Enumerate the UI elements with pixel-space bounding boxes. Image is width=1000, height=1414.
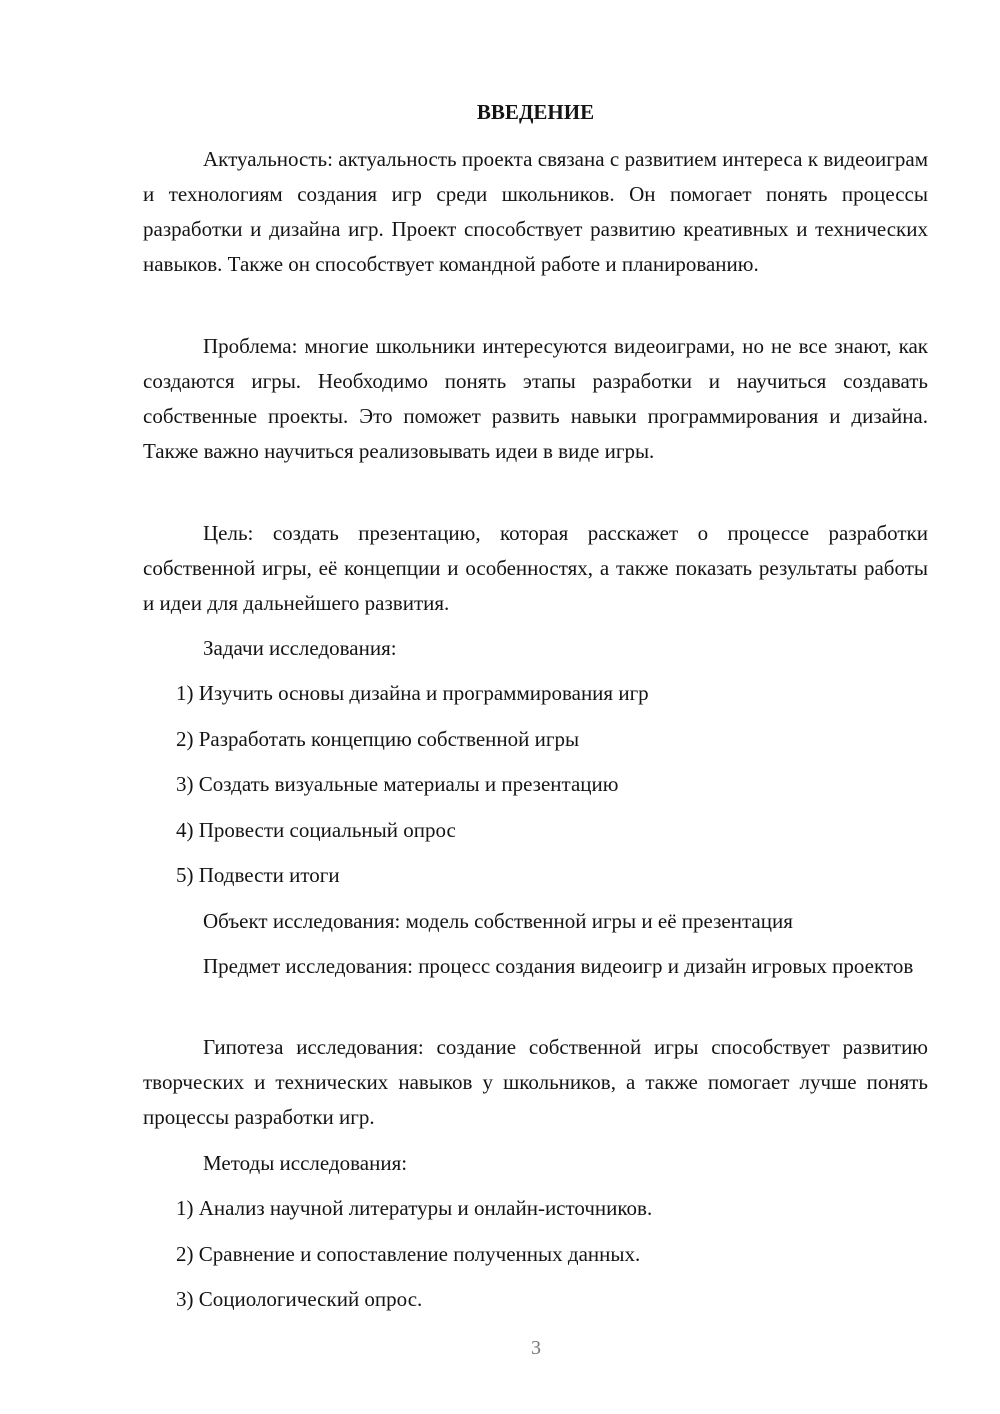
problem-paragraph: Проблема: многие школьники интересуются видеоиграми, но не все знают, как создаются игры. Необходимо понять этапы разработки и научиться создавать собственные проекты. Это поможет развить навыки программирования и дизайна. Также важно научиться реализовывать идеи в виде игры. bbox=[143, 334, 928, 463]
goal-paragraph: Цель: создать презентацию, которая расскажет о процессе разработки собственной игры, её концепции и особенностях, а также показать результаты работы и идеи для дальнейшего развития. bbox=[143, 521, 928, 615]
task-item-4: 4) Провести социальный опрос bbox=[176, 818, 456, 842]
object-paragraph: Объект исследования: модель собственной игры и её презентация bbox=[203, 909, 793, 933]
subject-paragraph: Предмет исследования: процесс создания видеоигр и дизайн игровых проектов bbox=[203, 954, 914, 978]
methods-heading: Методы исследования: bbox=[203, 1151, 408, 1175]
page-title: ВВЕДЕНИЕ bbox=[476, 100, 595, 124]
hypothesis-paragraph: Гипотеза исследования: создание собственной игры способствует развитию творческих и технических навыков у школьников, а также помогает лучше понять процессы разработки игр. bbox=[143, 1035, 928, 1129]
task-item-2: 2) Разработать концепцию собственной игры bbox=[176, 727, 580, 751]
task-item-3: 3) Создать визуальные материалы и презентацию bbox=[176, 772, 619, 796]
tasks-heading: Задачи исследования: bbox=[203, 636, 397, 660]
method-item-3: 3) Социологический опрос. bbox=[176, 1287, 423, 1311]
task-item-1: 1) Изучить основы дизайна и программирования игр bbox=[176, 681, 649, 705]
relevance-paragraph: Актуальность: актуальность проекта связана с развитием интереса к видеоиграм и технологиям создания игр среди школьников. Он помогает понять процессы разработки и дизайна игр. Проект способствует развитию креативных и технических навыков. Также он способствует командной работе и планированию. bbox=[143, 147, 928, 276]
task-item-5: 5) Подвести итоги bbox=[176, 863, 340, 887]
method-item-1: 1) Анализ научной литературы и онлайн-источников. bbox=[176, 1196, 653, 1220]
page-number: 3 bbox=[531, 1337, 541, 1359]
method-item-2: 2) Сравнение и сопоставление полученных данных. bbox=[176, 1242, 641, 1266]
